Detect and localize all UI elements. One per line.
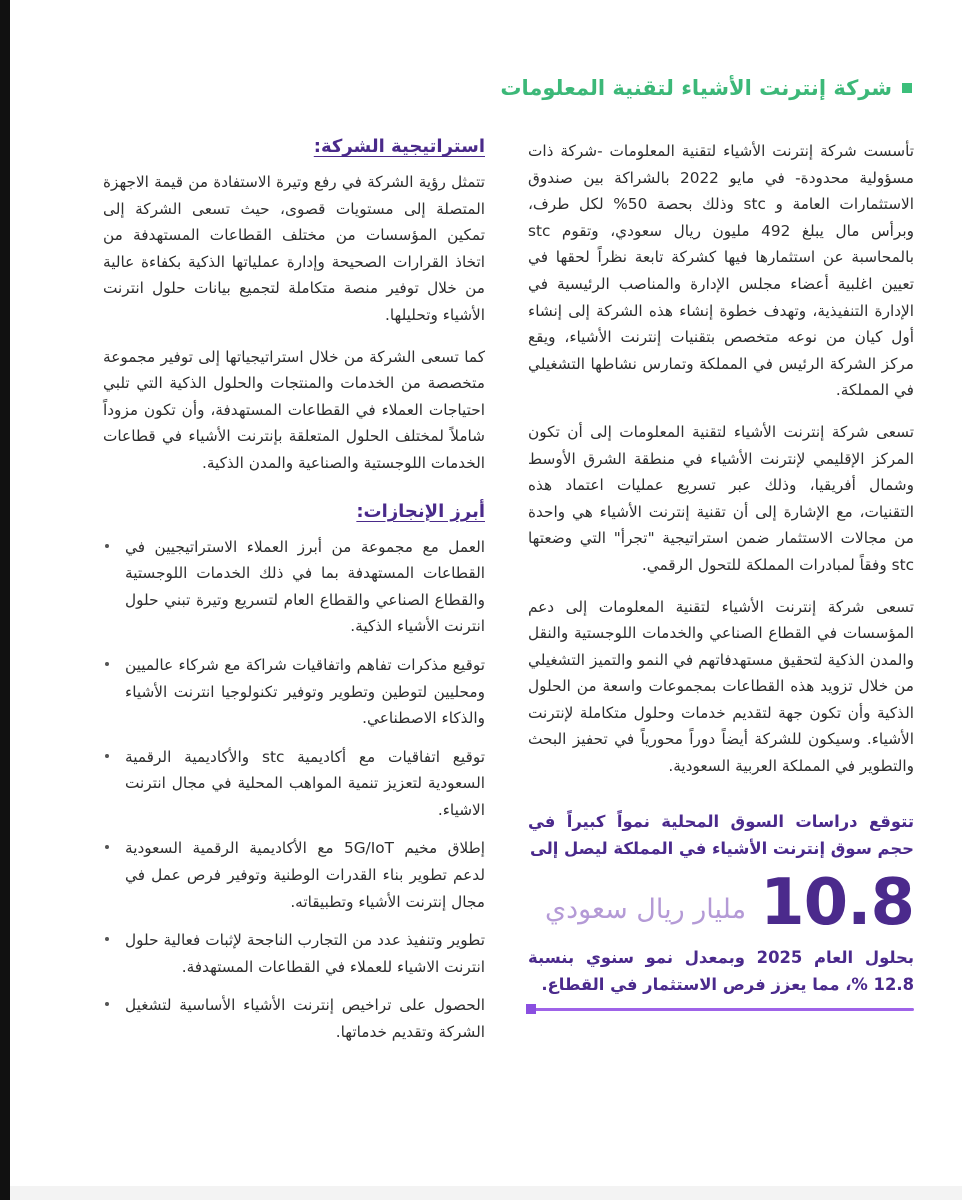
section-header: [492, 76, 912, 100]
list-item: [103, 744, 485, 824]
strategy-heading: استراتيجية الشركة:: [313, 136, 485, 157]
intro-paragraph: تأسست شركة إنترنت الأشياء لتقنية المعلومات -شركة ذات مسؤولية محدودة- في مايو 2022 بالشراكة بين صندوق الاستثمارات العامة و stc وذلك بحصة 50% لكل طرف، وبرأس مال يبلغ 492 مليون ريال سعودي، وتقوم stc بالمحاسبة عن استثمارها فيها كشركة تابعة نظراً لحقها في تعيين اغلبية أعضاء مجلس الإدارة والمناصب الرئيسية في الإدارة التنفيذية، وتهدف خطوة إنشاء هذه الشركة إلى إنشاء أول كيان من نوعه متخصص بتقنيات إنترنت الأشياء، ويقع مركز الشركة الرئيس في المملكة وتمارس نشاطها التشغيلي في المملكة.: [528, 142, 915, 400]
list-item: [103, 992, 485, 1045]
bottom-strip: [10, 1186, 962, 1200]
section-title: شركة إنترنت الأشياء لتقنية المعلومات: [500, 76, 892, 100]
bullet-dot-icon: [105, 937, 109, 941]
bullet-dot-icon: [105, 754, 109, 758]
bullet-dot-icon: [105, 1002, 109, 1006]
strategy-paragraph: كما تسعى الشركة من خلال استراتيجياتها إلى توفير مجموعة متخصصة من الخدمات والمنتجات والحلول الذكية التي تلبي احتياجات العملاء في القطاعات المستهدفة، وأن تكون مزوداً شاملاً لمختلف الحلول المتعلقة بإنترنت الأشياء في قطاعات الخدمات اللوجستية والصناعية والمدن الذكية.: [103, 347, 485, 472]
list-item: [103, 927, 485, 980]
purple-square-icon: [526, 1004, 536, 1014]
achievements-heading: أبرز الإنجازات:: [356, 500, 485, 522]
achievement-text: العمل مع مجموعة من أبرز العملاء الاستراتيجيين في القطاعات المستهدفة بما في ذلك الخدمات اللوجستية والقطاع الصناعي والقطاع العام لتسريع وتيرة تبني حلول انترنت الأشياء الذكية.: [125, 537, 485, 636]
right-column: [528, 138, 914, 1011]
bullet-dot-icon: [105, 544, 109, 548]
market-size-figure: [528, 865, 914, 940]
strategy-paragraph: تتمثل رؤية الشركة في رفع وتيرة الاستفادة من قيمة الاجهزة المتصلة إلى مستويات قصوى، حيث تسعى الشركة إلى تمكين المؤسسات من مختلف القطاعات المستهدفة من اتخاذ القرارات الصحيحة وإدارة عملياتها الذكية بكفاءة عالية من خلال توفير منصة متكاملة لتجميع بيانات حلول انترنت الأشياء وتحليلها.: [103, 173, 485, 324]
market-size-number: 10.8: [760, 865, 914, 940]
page-edge: [0, 0, 10, 1200]
list-item: [103, 835, 485, 915]
bullet-dot-icon: [105, 662, 109, 666]
market-highlight-box: [528, 808, 914, 1011]
regional-hub-paragraph: تسعى شركة إنترنت الأشياء لتقنية المعلومات إلى أن تكون المركز الإقليمي لإنترنت الأشياء في منطقة الشرق الأوسط وشمال أفريقيا، وذلك عبر تسريع عمليات اعتماد هذه التقنيات، مع الإشارة إلى أن تقنية إنترنت الأشياء هي واحدة من مجالات الاستثمار ضمن استراتيجية "تجرأ" التي وضعتها stc وفقاً لمبادرات المملكة للتحول الرقمي.: [528, 422, 914, 574]
market-size-unit: مليار ريال سعودي: [544, 893, 747, 925]
green-square-bullet-icon: [902, 83, 912, 93]
achievement-text: تطوير وتنفيذ عدد من التجارب الناجحة لإثبات فعالية حلول انترنت الاشياء للعملاء في القطاعات المستهدفة.: [125, 931, 485, 976]
achievement-text: الحصول على تراخيص إنترنت الأشياء الأساسية لتشغيل الشركة وتقديم خدماتها.: [125, 996, 485, 1042]
left-column: [103, 136, 485, 1058]
achievement-text: إطلاق مخيم 5G/IoT مع الأكاديمية الرقمية السعودية لدعم تطوير بناء القدرات الوطنية وتوفير فرص عمل في مجال إنترنت الأشياء وتطبيقاته.: [125, 839, 485, 911]
achievements-list: [103, 534, 485, 1046]
highlight-lead: تتوقع دراسات السوق المحلية نمواً كبيراً في حجم سوق إنترنت الأشياء في المملكة ليصل إلى: [528, 811, 914, 858]
sector-support-paragraph: تسعى شركة إنترنت الأشياء لتقنية المعلومات إلى دعم المؤسسات في القطاع الصناعي والخدمات اللوجستية والنقل والمدن الذكية لتحقيق مستهدفاتهم في النمو والتميز التشغيلي من خلال تزويد هذه القطاعات بمجموعات واسعة من الحلول الذكية وأن تكون جهة لتقديم خدمات وحلول متكاملة لإنترنت الأشياء. وسيكون للشركة أيضاً دوراً محورياً في تحفيز البحث والتطوير في المملكة العربية السعودية.: [528, 597, 914, 776]
purple-divider: [528, 1008, 914, 1011]
achievement-text: توقيع مذكرات تفاهم واتفاقيات شراكة مع شركاء عالميين ومحليين لتوطين وتطوير وتوفير تكنولوجيا انترنت الأشياء والذكاء الاصطناعي.: [125, 655, 485, 728]
highlight-tail: بحلول العام 2025 وبمعدل نمو سنوي بنسبة 12.8 %، مما يعزز فرص الاستثمار في القطاع.: [528, 947, 914, 994]
list-item: [103, 652, 485, 732]
bullet-dot-icon: [105, 845, 109, 849]
achievement-text: توقيع اتفاقيات مع أكاديمية stc والأكاديمية الرقمية السعودية لتعزيز تنمية المواهب المحلية في مجال انترنت الاشياء.: [125, 747, 485, 819]
list-item: [103, 534, 485, 640]
